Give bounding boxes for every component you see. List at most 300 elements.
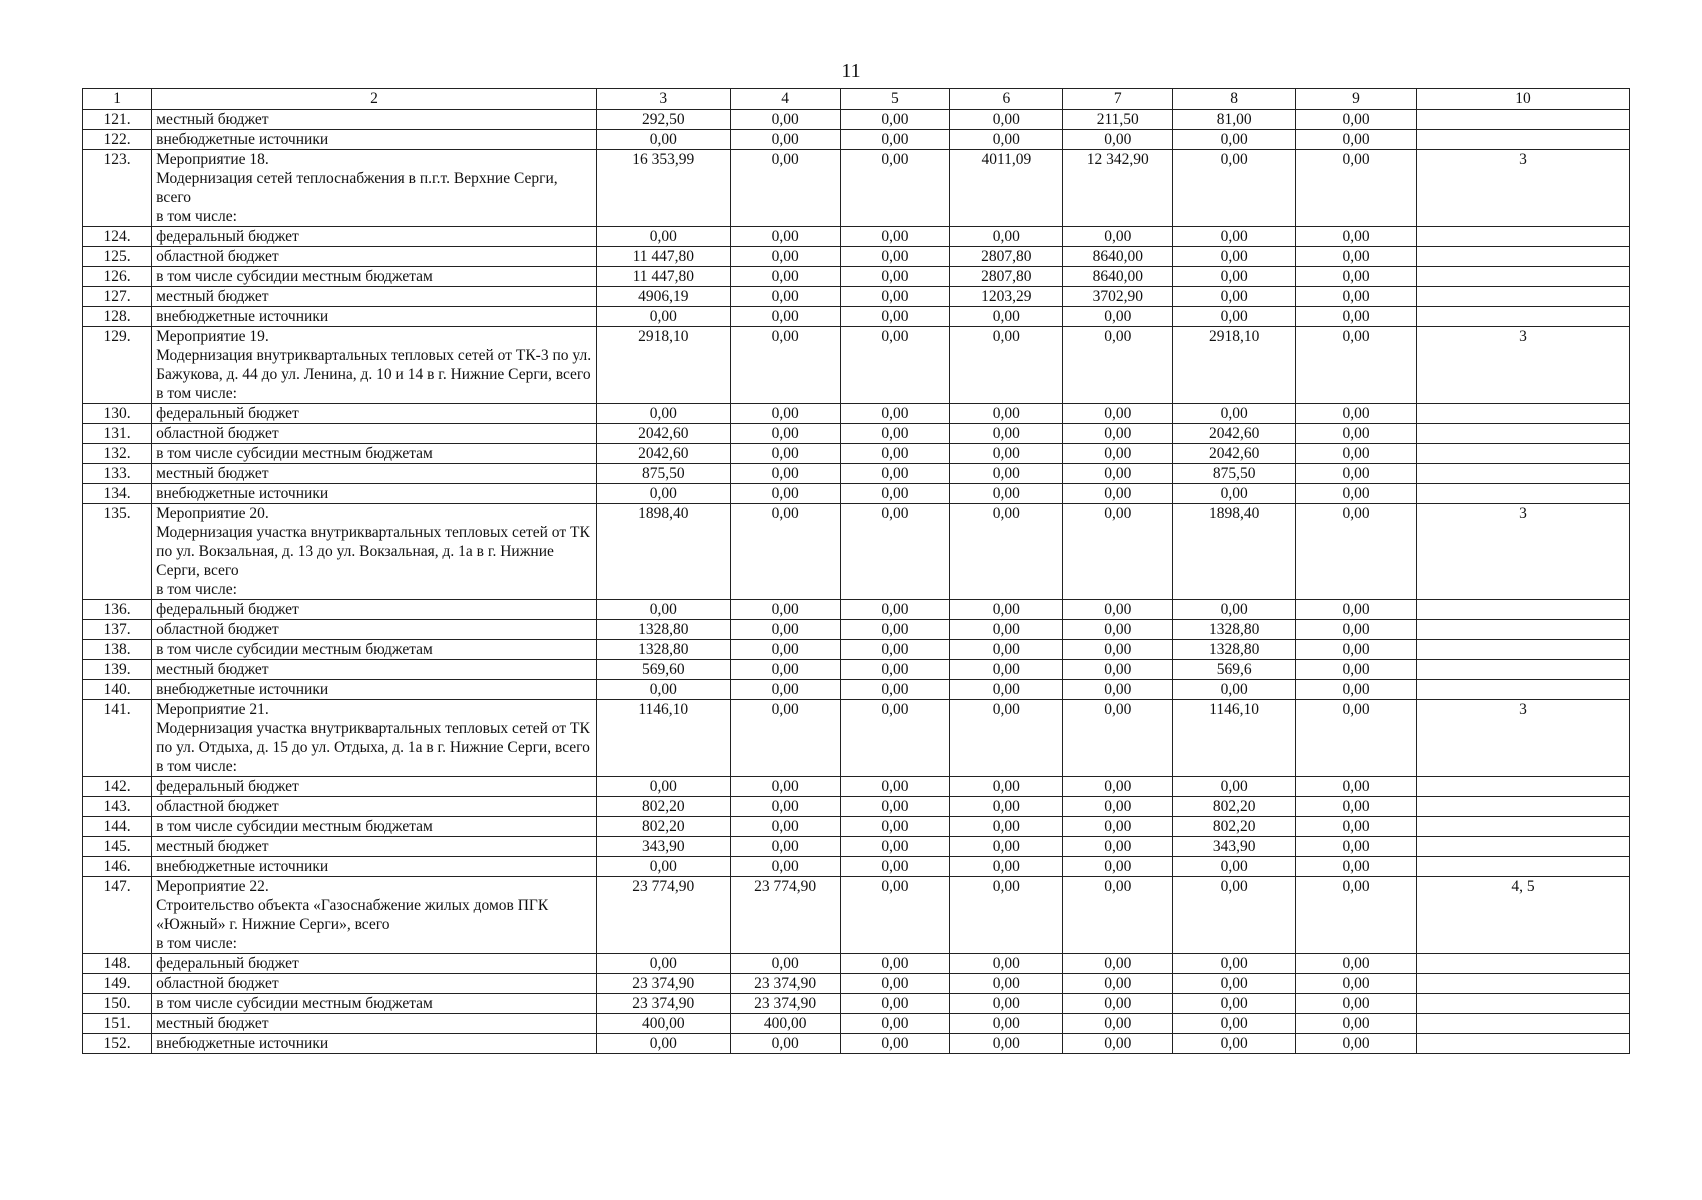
note-cell — [1416, 994, 1629, 1014]
value-cell: 2918,10 — [1173, 327, 1296, 404]
value-cell: 0,00 — [950, 857, 1063, 877]
description-cell: внебюджетные источники — [152, 307, 597, 327]
table-row — [83, 110, 1630, 130]
value-cell: 0,00 — [950, 424, 1063, 444]
value-cell: 1898,40 — [596, 504, 730, 600]
description-cell: внебюджетные источники — [152, 857, 597, 877]
value-cell: 0,00 — [1296, 640, 1417, 660]
description-cell: Мероприятие 19. Модернизация внутриквартальных тепловых сетей от ТК-3 по ул. Бажукова, д. 44 до ул. Ленина, д. 10 и 14 в г. Нижние Серги, всего в том числе: — [152, 327, 597, 404]
value-cell: 0,00 — [730, 797, 840, 817]
value-cell: 0,00 — [730, 267, 840, 287]
value-cell: 0,00 — [950, 994, 1063, 1014]
value-cell: 0,00 — [730, 444, 840, 464]
value-cell: 0,00 — [1173, 954, 1296, 974]
value-cell: 0,00 — [1063, 227, 1173, 247]
description-cell: областной бюджет — [152, 247, 597, 267]
value-cell: 0,00 — [950, 504, 1063, 600]
value-cell: 0,00 — [1063, 600, 1173, 620]
value-cell: 0,00 — [950, 227, 1063, 247]
value-cell: 802,20 — [596, 797, 730, 817]
value-cell: 0,00 — [1173, 974, 1296, 994]
value-cell: 0,00 — [730, 130, 840, 150]
value-cell: 0,00 — [950, 444, 1063, 464]
description-cell: местный бюджет — [152, 837, 597, 857]
value-cell: 23 774,90 — [730, 877, 840, 954]
value-cell: 0,00 — [730, 700, 840, 777]
row-number-cell: 127. — [83, 287, 152, 307]
value-cell: 23 374,90 — [730, 974, 840, 994]
value-cell: 2042,60 — [596, 424, 730, 444]
value-cell: 0,00 — [950, 404, 1063, 424]
table-row — [83, 327, 1630, 404]
table-row — [83, 1034, 1630, 1054]
value-cell: 0,00 — [1296, 660, 1417, 680]
value-cell: 0,00 — [1063, 130, 1173, 150]
table-row — [83, 640, 1630, 660]
value-cell: 0,00 — [1063, 620, 1173, 640]
value-cell: 802,20 — [596, 817, 730, 837]
description-cell: местный бюджет — [152, 287, 597, 307]
value-cell: 0,00 — [730, 227, 840, 247]
value-cell: 8640,00 — [1063, 247, 1173, 267]
description-cell: Мероприятие 21. Модернизация участка внутриквартальных тепловых сетей от ТК по ул. Отдыха, д. 15 до ул. Отдыха, д. 1а в г. Нижние Серги, всего в том числе: — [152, 700, 597, 777]
value-cell: 0,00 — [1296, 247, 1417, 267]
value-cell: 1328,80 — [596, 620, 730, 640]
row-number-cell: 147. — [83, 877, 152, 954]
table-row — [83, 307, 1630, 327]
note-cell — [1416, 620, 1629, 640]
value-cell: 0,00 — [1063, 444, 1173, 464]
value-cell: 0,00 — [1063, 307, 1173, 327]
note-cell — [1416, 287, 1629, 307]
value-cell: 400,00 — [730, 1014, 840, 1034]
value-cell: 0,00 — [840, 267, 950, 287]
value-cell: 0,00 — [1296, 700, 1417, 777]
value-cell: 0,00 — [1173, 680, 1296, 700]
value-cell: 0,00 — [596, 680, 730, 700]
description-cell: федеральный бюджет — [152, 777, 597, 797]
value-cell: 0,00 — [1063, 680, 1173, 700]
value-cell: 0,00 — [730, 640, 840, 660]
value-cell: 0,00 — [1296, 620, 1417, 640]
value-cell: 569,6 — [1173, 660, 1296, 680]
value-cell: 0,00 — [1173, 777, 1296, 797]
note-cell — [1416, 247, 1629, 267]
table-body — [83, 89, 1630, 1054]
row-number-cell: 138. — [83, 640, 152, 660]
note-cell — [1416, 267, 1629, 287]
value-cell: 0,00 — [950, 817, 1063, 837]
value-cell: 0,00 — [840, 444, 950, 464]
value-cell: 0,00 — [840, 680, 950, 700]
value-cell: 0,00 — [1063, 504, 1173, 600]
row-number-cell: 136. — [83, 600, 152, 620]
value-cell: 0,00 — [840, 227, 950, 247]
note-cell: 3 — [1416, 700, 1629, 777]
value-cell: 0,00 — [840, 287, 950, 307]
value-cell: 23 374,90 — [596, 974, 730, 994]
value-cell: 81,00 — [1173, 110, 1296, 130]
budget-table — [82, 88, 1630, 1054]
value-cell: 0,00 — [1063, 424, 1173, 444]
value-cell: 0,00 — [1173, 404, 1296, 424]
note-cell — [1416, 660, 1629, 680]
value-cell: 0,00 — [950, 974, 1063, 994]
table-row — [83, 680, 1630, 700]
value-cell: 0,00 — [596, 404, 730, 424]
value-cell: 2042,60 — [596, 444, 730, 464]
value-cell: 0,00 — [1063, 857, 1173, 877]
value-cell: 2042,60 — [1173, 444, 1296, 464]
description-cell: федеральный бюджет — [152, 954, 597, 974]
value-cell: 0,00 — [1063, 484, 1173, 504]
value-cell: 0,00 — [1063, 777, 1173, 797]
value-cell: 0,00 — [840, 974, 950, 994]
table-row — [83, 620, 1630, 640]
value-cell: 0,00 — [1296, 1034, 1417, 1054]
value-cell: 0,00 — [840, 640, 950, 660]
value-cell: 0,00 — [730, 424, 840, 444]
description-cell: областной бюджет — [152, 974, 597, 994]
value-cell: 2042,60 — [1173, 424, 1296, 444]
value-cell: 1898,40 — [1173, 504, 1296, 600]
header-cell: 7 — [1063, 89, 1173, 110]
table-row — [83, 857, 1630, 877]
value-cell: 0,00 — [596, 484, 730, 504]
value-cell: 0,00 — [1063, 817, 1173, 837]
value-cell: 1328,80 — [1173, 640, 1296, 660]
table-row — [83, 600, 1630, 620]
value-cell: 0,00 — [1173, 484, 1296, 504]
value-cell: 0,00 — [950, 777, 1063, 797]
value-cell: 0,00 — [950, 130, 1063, 150]
value-cell: 0,00 — [950, 660, 1063, 680]
value-cell: 0,00 — [1296, 424, 1417, 444]
row-number-cell: 131. — [83, 424, 152, 444]
value-cell: 0,00 — [1063, 404, 1173, 424]
value-cell: 0,00 — [730, 837, 840, 857]
description-cell: внебюджетные источники — [152, 130, 597, 150]
value-cell: 0,00 — [1296, 994, 1417, 1014]
value-cell: 23 374,90 — [730, 994, 840, 1014]
value-cell: 0,00 — [1173, 150, 1296, 227]
note-cell — [1416, 1014, 1629, 1034]
table-row — [83, 130, 1630, 150]
value-cell: 0,00 — [730, 504, 840, 600]
table-row — [83, 247, 1630, 267]
row-number-cell: 130. — [83, 404, 152, 424]
value-cell: 0,00 — [1063, 1034, 1173, 1054]
value-cell: 0,00 — [950, 600, 1063, 620]
description-cell: в том числе субсидии местным бюджетам — [152, 640, 597, 660]
row-number-cell: 146. — [83, 857, 152, 877]
description-cell: Мероприятие 18. Модернизация сетей теплоснабжения в п.г.т. Верхние Серги, всего в том числе: — [152, 150, 597, 227]
value-cell: 875,50 — [596, 464, 730, 484]
table-row — [83, 424, 1630, 444]
value-cell: 11 447,80 — [596, 267, 730, 287]
value-cell: 0,00 — [840, 994, 950, 1014]
row-number-cell: 139. — [83, 660, 152, 680]
value-cell: 0,00 — [1173, 247, 1296, 267]
table-row — [83, 504, 1630, 600]
description-cell: федеральный бюджет — [152, 227, 597, 247]
row-number-cell: 149. — [83, 974, 152, 994]
table-row — [83, 1014, 1630, 1034]
value-cell: 0,00 — [1296, 267, 1417, 287]
value-cell: 1146,10 — [1173, 700, 1296, 777]
table-row — [83, 660, 1630, 680]
value-cell: 0,00 — [596, 777, 730, 797]
value-cell: 0,00 — [840, 1014, 950, 1034]
value-cell: 0,00 — [840, 484, 950, 504]
value-cell: 0,00 — [730, 777, 840, 797]
value-cell: 0,00 — [950, 464, 1063, 484]
description-cell: в том числе субсидии местным бюджетам — [152, 444, 597, 464]
value-cell: 0,00 — [596, 600, 730, 620]
value-cell: 0,00 — [1296, 600, 1417, 620]
value-cell: 0,00 — [730, 404, 840, 424]
value-cell: 0,00 — [730, 1034, 840, 1054]
description-cell: областной бюджет — [152, 424, 597, 444]
value-cell: 0,00 — [1296, 327, 1417, 404]
row-number-cell: 133. — [83, 464, 152, 484]
value-cell: 0,00 — [596, 130, 730, 150]
value-cell: 0,00 — [840, 464, 950, 484]
value-cell: 0,00 — [950, 877, 1063, 954]
note-cell — [1416, 640, 1629, 660]
description-cell: в том числе субсидии местным бюджетам — [152, 994, 597, 1014]
row-number-cell: 129. — [83, 327, 152, 404]
value-cell: 0,00 — [950, 837, 1063, 857]
value-cell: 0,00 — [840, 620, 950, 640]
value-cell: 802,20 — [1173, 797, 1296, 817]
value-cell: 12 342,90 — [1063, 150, 1173, 227]
value-cell: 0,00 — [1173, 307, 1296, 327]
value-cell: 0,00 — [950, 307, 1063, 327]
table-row — [83, 877, 1630, 954]
row-number-cell: 137. — [83, 620, 152, 640]
row-number-cell: 141. — [83, 700, 152, 777]
value-cell: 0,00 — [596, 954, 730, 974]
value-cell: 0,00 — [1296, 287, 1417, 307]
note-cell — [1416, 837, 1629, 857]
value-cell: 16 353,99 — [596, 150, 730, 227]
header-cell: 9 — [1296, 89, 1417, 110]
note-cell: 3 — [1416, 150, 1629, 227]
value-cell: 0,00 — [1173, 227, 1296, 247]
value-cell: 4011,09 — [950, 150, 1063, 227]
note-cell — [1416, 1034, 1629, 1054]
value-cell: 0,00 — [1173, 857, 1296, 877]
value-cell: 0,00 — [1296, 307, 1417, 327]
page-number: 11 — [841, 60, 861, 82]
value-cell: 1146,10 — [596, 700, 730, 777]
note-cell — [1416, 484, 1629, 504]
description-cell: местный бюджет — [152, 1014, 597, 1034]
value-cell: 0,00 — [1296, 680, 1417, 700]
description-cell: внебюджетные источники — [152, 1034, 597, 1054]
value-cell: 0,00 — [840, 700, 950, 777]
value-cell: 0,00 — [730, 247, 840, 267]
value-cell: 0,00 — [596, 1034, 730, 1054]
value-cell: 802,20 — [1173, 817, 1296, 837]
note-cell — [1416, 797, 1629, 817]
note-cell — [1416, 444, 1629, 464]
table-row — [83, 797, 1630, 817]
table-row — [83, 777, 1630, 797]
note-cell — [1416, 307, 1629, 327]
value-cell: 0,00 — [1063, 327, 1173, 404]
value-cell: 0,00 — [950, 700, 1063, 777]
value-cell: 23 374,90 — [596, 994, 730, 1014]
header-cell: 8 — [1173, 89, 1296, 110]
value-cell: 0,00 — [1296, 464, 1417, 484]
row-number-cell: 145. — [83, 837, 152, 857]
value-cell: 0,00 — [596, 307, 730, 327]
note-cell — [1416, 600, 1629, 620]
header-cell: 1 — [83, 89, 152, 110]
value-cell: 0,00 — [950, 680, 1063, 700]
row-number-cell: 143. — [83, 797, 152, 817]
value-cell: 0,00 — [1296, 504, 1417, 600]
note-cell — [1416, 817, 1629, 837]
value-cell: 0,00 — [1296, 130, 1417, 150]
value-cell: 0,00 — [840, 954, 950, 974]
value-cell: 0,00 — [596, 227, 730, 247]
value-cell: 0,00 — [840, 877, 950, 954]
value-cell: 0,00 — [730, 600, 840, 620]
table-row — [83, 954, 1630, 974]
value-cell: 0,00 — [1173, 1014, 1296, 1034]
value-cell: 0,00 — [950, 797, 1063, 817]
note-cell: 3 — [1416, 327, 1629, 404]
row-number-cell: 126. — [83, 267, 152, 287]
value-cell: 0,00 — [730, 620, 840, 640]
note-cell — [1416, 680, 1629, 700]
description-cell: областной бюджет — [152, 620, 597, 640]
row-number-cell: 125. — [83, 247, 152, 267]
header-cell: 5 — [840, 89, 950, 110]
value-cell: 23 774,90 — [596, 877, 730, 954]
value-cell: 0,00 — [1063, 700, 1173, 777]
row-number-cell: 128. — [83, 307, 152, 327]
value-cell: 2807,80 — [950, 247, 1063, 267]
value-cell: 0,00 — [840, 424, 950, 444]
value-cell: 0,00 — [1063, 660, 1173, 680]
table-row — [83, 974, 1630, 994]
table-row — [83, 287, 1630, 307]
value-cell: 0,00 — [1296, 404, 1417, 424]
row-number-cell: 150. — [83, 994, 152, 1014]
description-cell: в том числе субсидии местным бюджетам — [152, 267, 597, 287]
value-cell: 292,50 — [596, 110, 730, 130]
table-row — [83, 837, 1630, 857]
value-cell: 0,00 — [1173, 600, 1296, 620]
value-cell: 0,00 — [840, 247, 950, 267]
header-row — [83, 89, 1630, 110]
value-cell: 0,00 — [840, 327, 950, 404]
value-cell: 0,00 — [1296, 857, 1417, 877]
value-cell: 343,90 — [596, 837, 730, 857]
header-cell: 10 — [1416, 89, 1629, 110]
table-row — [83, 464, 1630, 484]
value-cell: 1203,29 — [950, 287, 1063, 307]
header-cell: 4 — [730, 89, 840, 110]
value-cell: 0,00 — [730, 954, 840, 974]
value-cell: 0,00 — [950, 327, 1063, 404]
note-cell — [1416, 857, 1629, 877]
header-cell: 6 — [950, 89, 1063, 110]
value-cell: 0,00 — [1173, 267, 1296, 287]
value-cell: 1328,80 — [1173, 620, 1296, 640]
value-cell: 0,00 — [1063, 877, 1173, 954]
value-cell: 0,00 — [1296, 974, 1417, 994]
value-cell: 0,00 — [950, 1034, 1063, 1054]
value-cell: 0,00 — [730, 287, 840, 307]
value-cell: 0,00 — [1296, 837, 1417, 857]
value-cell: 343,90 — [1173, 837, 1296, 857]
value-cell: 4906,19 — [596, 287, 730, 307]
note-cell — [1416, 424, 1629, 444]
description-cell: в том числе субсидии местным бюджетам — [152, 817, 597, 837]
value-cell: 1328,80 — [596, 640, 730, 660]
value-cell: 0,00 — [1296, 484, 1417, 504]
value-cell: 0,00 — [1296, 954, 1417, 974]
value-cell: 0,00 — [840, 307, 950, 327]
row-number-cell: 140. — [83, 680, 152, 700]
value-cell: 8640,00 — [1063, 267, 1173, 287]
row-number-cell: 121. — [83, 110, 152, 130]
value-cell: 0,00 — [1063, 640, 1173, 660]
row-number-cell: 132. — [83, 444, 152, 464]
value-cell: 0,00 — [1063, 837, 1173, 857]
value-cell: 0,00 — [1173, 877, 1296, 954]
description-cell: внебюджетные источники — [152, 484, 597, 504]
table-row — [83, 404, 1630, 424]
value-cell: 2807,80 — [950, 267, 1063, 287]
value-cell: 0,00 — [840, 1034, 950, 1054]
description-cell: местный бюджет — [152, 110, 597, 130]
note-cell — [1416, 464, 1629, 484]
value-cell: 0,00 — [1296, 1014, 1417, 1034]
value-cell: 0,00 — [1173, 994, 1296, 1014]
value-cell: 0,00 — [730, 484, 840, 504]
value-cell: 0,00 — [1296, 797, 1417, 817]
value-cell: 0,00 — [1173, 287, 1296, 307]
value-cell: 0,00 — [730, 464, 840, 484]
row-number-cell: 144. — [83, 817, 152, 837]
note-cell — [1416, 404, 1629, 424]
note-cell — [1416, 954, 1629, 974]
description-cell: федеральный бюджет — [152, 404, 597, 424]
value-cell: 0,00 — [730, 857, 840, 877]
value-cell: 0,00 — [840, 600, 950, 620]
table-row — [83, 700, 1630, 777]
value-cell: 569,60 — [596, 660, 730, 680]
value-cell: 400,00 — [596, 1014, 730, 1034]
value-cell: 0,00 — [840, 837, 950, 857]
value-cell: 0,00 — [1063, 797, 1173, 817]
note-cell — [1416, 974, 1629, 994]
value-cell: 0,00 — [840, 857, 950, 877]
value-cell: 0,00 — [596, 857, 730, 877]
header-cell: 3 — [596, 89, 730, 110]
value-cell: 11 447,80 — [596, 247, 730, 267]
description-cell: Мероприятие 20. Модернизация участка внутриквартальных тепловых сетей от ТК по ул. Вокзальная, д. 13 до ул. Вокзальная, д. 1а в г. Нижние Серги, всего в том числе: — [152, 504, 597, 600]
note-cell: 3 — [1416, 504, 1629, 600]
value-cell: 0,00 — [840, 504, 950, 600]
value-cell: 0,00 — [1296, 777, 1417, 797]
